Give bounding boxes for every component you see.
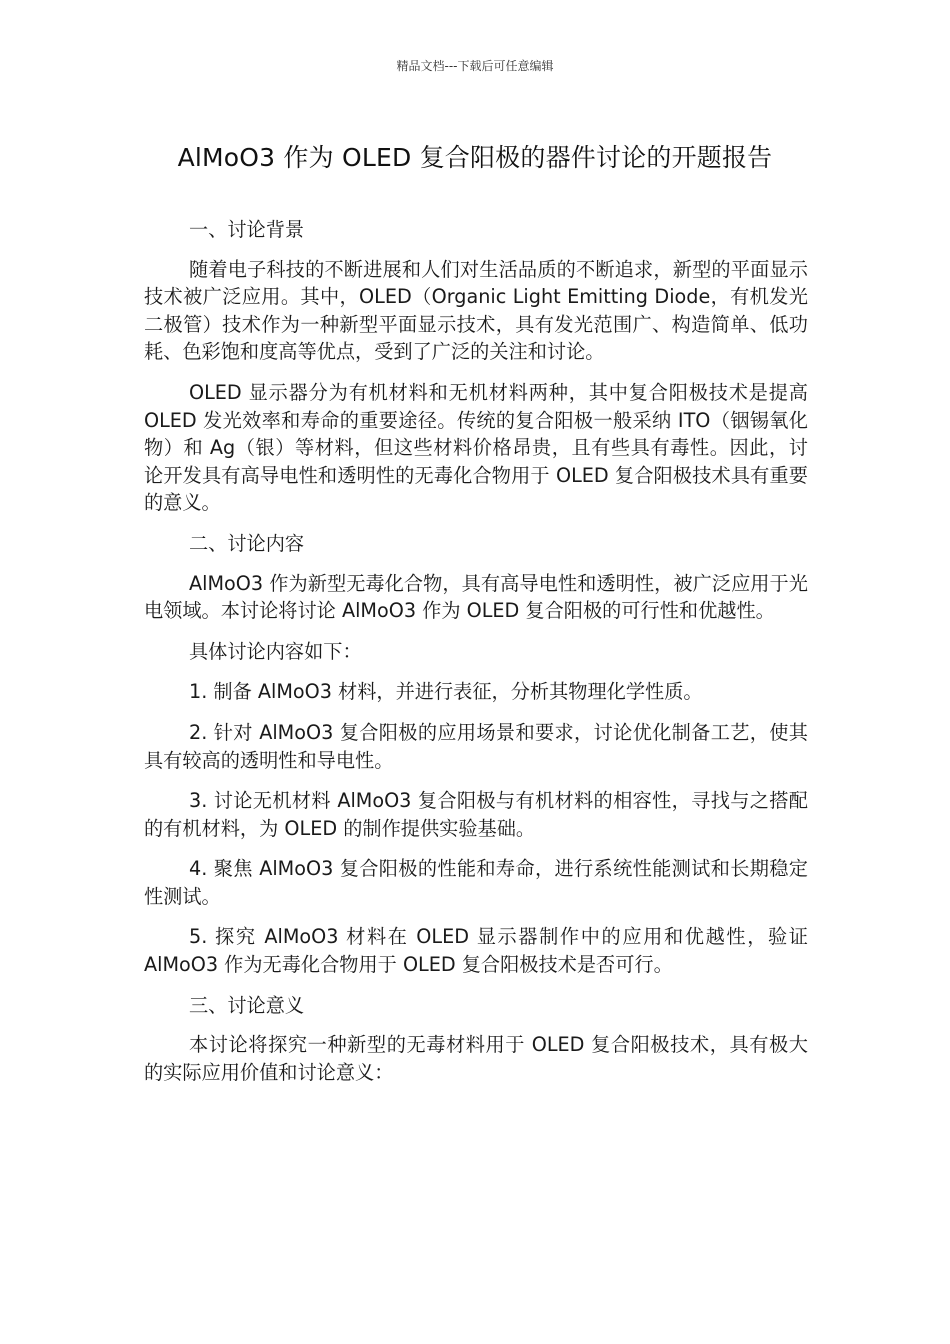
section-heading-content: 二、讨论内容 (189, 531, 305, 555)
document-body (144, 216, 808, 1099)
section-heading-significance: 三、讨论意义 (189, 993, 305, 1017)
document-title: AlMoO3 作为 OLED 复合阳极的器件讨论的开题报告 (177, 143, 773, 172)
paragraph: AlMoO3 作为新型无毒化合物，具有高导电性和透明性，被广泛应用于光电领域。本讨论将讨论 AlMoO3 作为 OLED 复合阳极的可行性和优越性。 (144, 571, 808, 623)
list-item: 2. 针对 AlMoO3 复合阳极的应用场景和要求，讨论优化制备工艺，使其具有较高的透明性和导电性。 (144, 720, 808, 772)
paragraph: 随着电子科技的不断进展和人们对生活品质的不断追求，新型的平面显示技术被广泛应用。其中，OLED（Organic Light Emitting Diode，有机发光二极管）技术作为一种新型平面显示技术，具有发光范围广、构造简单、低功耗、色彩饱和度高等优点，受到了广泛的关注和讨论。 (144, 257, 808, 364)
list-item: 3. 讨论无机材料 AlMoO3 复合阳极与有机材料的相容性，寻找与之搭配的有机材料，为 OLED 的制作提供实验基础。 (144, 789, 808, 840)
paragraph: 本讨论将探究一种新型的无毒材料用于 OLED 复合阳极技术，具有极大的实际应用价值和讨论意义： (144, 1033, 808, 1084)
section-heading-background: 一、讨论背景 (189, 218, 305, 241)
list-item: 5. 探究 AlMoO3 材料在 OLED 显示器制作中的应用和优越性，验证 AlMoO3 作为无毒化合物用于 OLED 复合阳极技术是否可行。 (144, 925, 808, 977)
paragraph: OLED 显示器分为有机材料和无机材料两种，其中复合阳极技术是提高 OLED 发光效率和寿命的重要途径。传统的复合阳极一般采纳 ITO（铟锡氧化物）和 Ag（银）等材料，但这些材料价格昂贵，且有些具有毒性。因此，讨论开发具有高导电性和透明性的无毒化合物用于 OLED 复合阳极技术具有重要的意义。 (144, 380, 808, 515)
paragraph: 具体讨论内容如下： (189, 639, 362, 663)
list-item: 4. 聚焦 AlMoO3 复合阳极的性能和寿命，进行系统性能测试和长期稳定性测试。 (144, 857, 808, 908)
header-note: 精品文档---下载后可任意编辑 (396, 59, 554, 73)
list-item: 1. 制备 AlMoO3 材料，并进行表征，分析其物理化学性质。 (189, 680, 703, 704)
